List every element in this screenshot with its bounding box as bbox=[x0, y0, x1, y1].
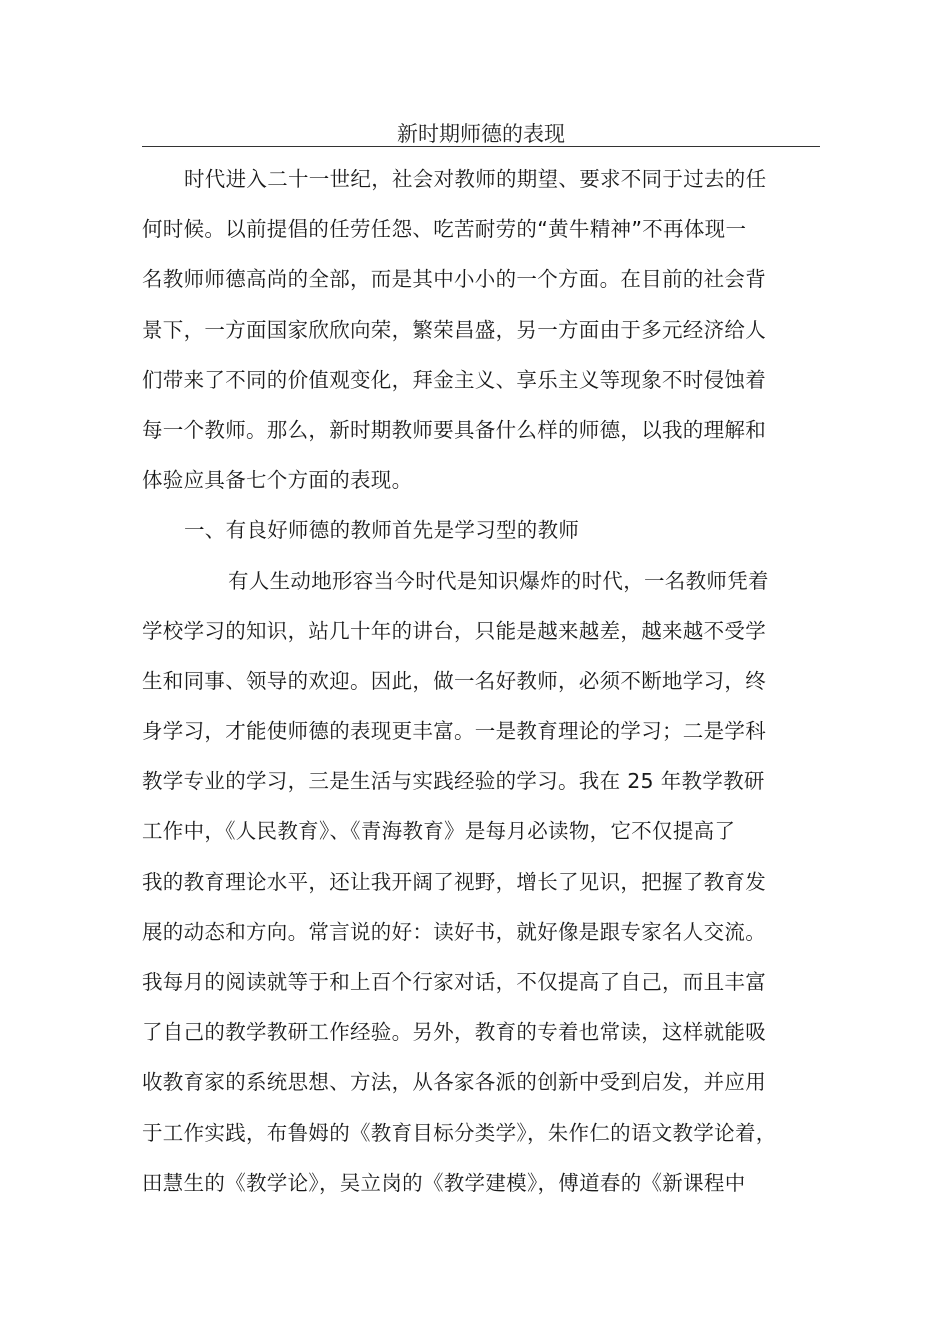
paragraph-line: 学校学习的知识，站几十年的讲台，只能是越来越差，越来越不受学 bbox=[142, 618, 766, 643]
paragraph-line: 时代进入二十一世纪，社会对教师的期望、要求不同于过去的任 bbox=[184, 167, 767, 191]
paragraph-line: 身学习，才能使师德的表现更丰富。一是教育理论的学习；二是学科 bbox=[142, 719, 766, 744]
paragraph-line: 展的动态和方向。常言说的好：读好书，就好像是跟专家名人交流。 bbox=[142, 919, 766, 944]
paragraph-line: 我每月的阅读就等于和上百个行家对话，不仅提高了自己，而且丰富 bbox=[142, 970, 766, 994]
title-underline bbox=[142, 146, 820, 147]
paragraph-line: 有人生动地形容当今时代是知识爆炸的时代，一名教师凭着 bbox=[228, 568, 769, 593]
paragraph-line: 何时候。以前提倡的任劳任怨、吃苦耐劳的“黄牛精神”不再体现一 bbox=[142, 217, 747, 242]
paragraph-line: 我的教育理论水平，还让我开阔了视野，增长了见识，把握了教育发 bbox=[142, 869, 766, 894]
document-body bbox=[142, 162, 826, 1216]
paragraph-line: 名教师师德高尚的全部，而是其中小小的一个方面。在目前的社会背 bbox=[142, 267, 766, 292]
document-title: 新时期师德的表现 bbox=[397, 122, 565, 146]
paragraph-line: 景下，一方面国家欣欣向荣，繁荣昌盛，另一方面由于多元经济给人 bbox=[142, 317, 766, 342]
paragraph-line: 生和同事、领导的欢迎。因此，做一名好教师，必须不断地学习，终 bbox=[142, 668, 766, 693]
paragraph-line: 了自己的教学教研工作经验。另外，教育的专着也常读，这样就能吸 bbox=[142, 1020, 766, 1045]
paragraph-line: 体验应具备七个方面的表现。 bbox=[142, 468, 413, 493]
paragraph-line: 田慧生的《教学论》，吴立岗的《教学建模》，傅道春的《新课程中 bbox=[142, 1170, 746, 1195]
paragraph-line: 工作中，《人民教育》、《青海教育》是每月必读物，它不仅提高了 bbox=[142, 819, 736, 844]
paragraph-line: 教学专业的学习，三是生活与实践经验的学习。我在 25 年教学教研 bbox=[142, 769, 765, 794]
paragraph-line: 于工作实践，布鲁姆的《教育目标分类学》，朱作仁的语文教学论着， bbox=[142, 1120, 777, 1145]
paragraph-line: 每一个教师。那么，新时期教师要具备什么样的师德，以我的理解和 bbox=[142, 417, 766, 442]
paragraph-line: 们带来了不同的价值观变化，拜金主义、享乐主义等现象不时侵蚀着 bbox=[142, 367, 766, 392]
paragraph-line: 收教育家的系统思想、方法，从各家各派的创新中受到启发，并应用 bbox=[142, 1070, 766, 1095]
section-heading: 一、有良好师德的教师首先是学习型的教师 bbox=[184, 518, 580, 543]
